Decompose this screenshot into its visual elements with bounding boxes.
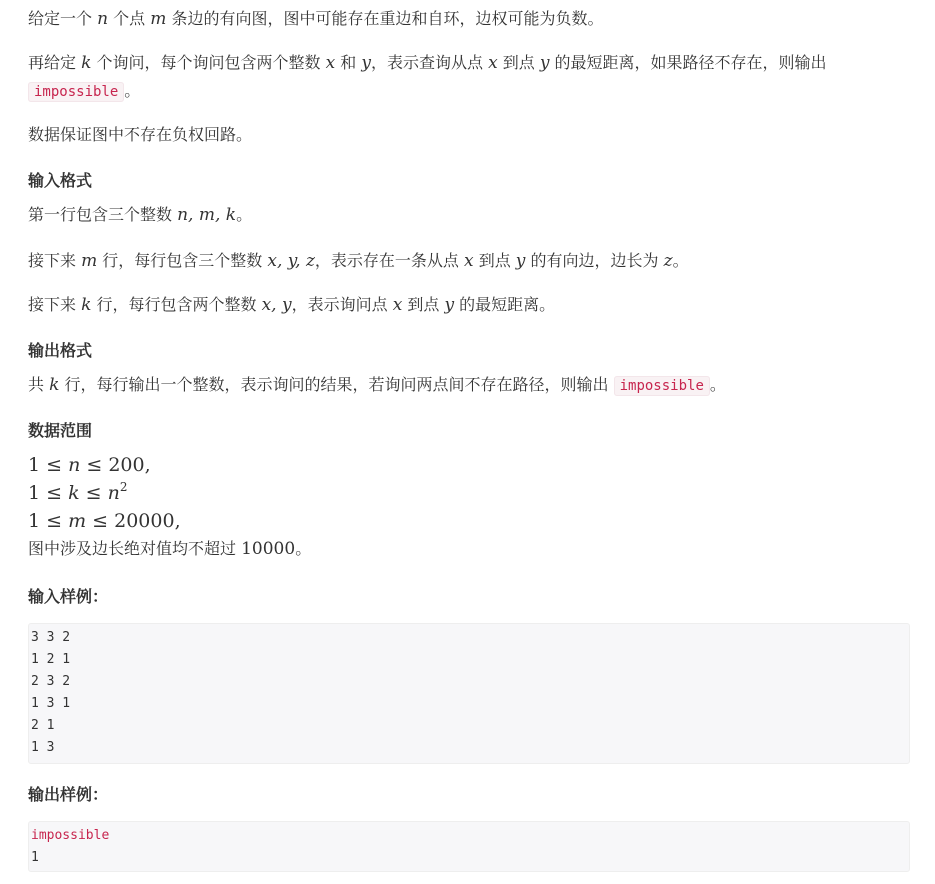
math-m: m [81,251,98,271]
math-nmk: n, m, k [177,205,237,225]
text-segment: ，表示查询从点 [370,53,489,72]
code-line: 2 3 2 [31,674,71,689]
input-line-1 [28,201,252,229]
math-n: n [107,482,120,504]
text-segment: 行，每行输出一个整数，表示询问的结果，若询问两点间不存在路径，则输出 [59,375,614,394]
text-segment: 。 [295,539,312,558]
text-segment: 再给定 [28,53,82,72]
text-segment: 接下来 [28,295,82,314]
sample-input-block [28,623,910,764]
math-n: n [97,9,109,29]
exponent: 2 [119,480,128,494]
input-line-2 [28,247,689,275]
text-segment: 和 [335,53,362,72]
math-y: y [444,295,455,315]
constraint-edge-length [28,535,311,563]
text-segment: 1 ≤ [28,510,69,532]
text-segment: ，表示询问点 [291,295,393,314]
math-x: x [392,295,403,315]
math-k: k [49,375,60,395]
math-k: k [68,482,80,504]
text-segment: ≤ 200, [80,454,151,476]
text-segment: 。 [672,251,689,270]
text-segment: 行，每行包含两个整数 [91,295,262,314]
code-line: 1 3 1 [31,696,71,711]
sample-input-heading: 输入样例： [28,587,109,606]
inline-code-impossible: impossible [614,376,710,396]
text-segment: ≤ [79,482,108,504]
constraint-k [28,479,311,507]
code-line: 1 [31,850,39,865]
math-z: z [663,251,673,271]
text-segment: 1 ≤ [28,482,69,504]
math-x: x [325,53,336,73]
code-line: 1 3 [31,740,55,755]
math-y: y [539,53,550,73]
input-line-3 [28,291,555,319]
data-range-heading: 数据范围 [28,421,93,440]
text-segment: ，表示存在一条从点 [314,251,465,270]
math-10000: 10000 [241,539,296,559]
constraint-m [28,507,311,535]
math-y: y [515,251,526,271]
output-line-1 [28,371,726,400]
code-line: 1 2 1 [31,652,71,667]
text-segment: 到点 [473,251,516,270]
math-k: k [81,53,92,73]
text-segment: 。 [236,205,253,224]
math-m: m [150,9,167,29]
text-segment: 个点 [108,9,151,28]
text-segment: 个询问，每个询问包含两个整数 [91,53,326,72]
text-segment: 条边的有向图，图中可能存在重边和自环，边权可能为负数。 [166,9,604,28]
math-xy: x, y [261,295,292,315]
text-segment: 第一行包含三个整数 [28,205,178,224]
math-k: k [81,295,92,315]
code-line: impossible [31,828,110,843]
output-format-heading: 输出格式 [28,341,93,360]
text-segment: ≤ 20000, [86,510,181,532]
math-n: n [68,454,81,476]
problem-description-graph [28,5,603,33]
math-y: y [361,53,371,73]
text-segment: 行，每行包含三个整数 [97,251,268,270]
text-segment: 。 [124,81,141,100]
text-segment: 给定一个 [28,9,98,28]
code-line: 3 3 2 [31,630,71,645]
data-range-constraints [28,451,311,563]
math-x: x [464,251,474,271]
inline-code-impossible: impossible [28,82,124,102]
constraint-n [28,451,311,479]
text-segment: 到点 [497,53,540,72]
problem-guarantee: 数据保证图中不存在负权回路。 [28,125,253,144]
code-line: 2 1 [31,718,55,733]
sample-output-heading: 输出样例： [28,785,109,804]
text-segment: 到点 [402,295,445,314]
problem-description-queries [28,49,912,106]
text-segment: 的最短距离，如果路径不存在，则输出 [549,53,827,72]
math-xyz: x, y, z [267,251,315,271]
text-segment: 的最短距离。 [454,295,556,314]
text-segment: 共 [28,375,50,394]
text-segment: 的有向边，边长为 [525,251,664,270]
text-segment: 。 [709,375,726,394]
text-segment: 1 ≤ [28,454,69,476]
math-x: x [488,53,498,73]
text-segment: 图中涉及边长绝对值均不超过 [28,539,242,558]
sample-output-block [28,821,910,872]
math-m: m [68,510,87,532]
text-segment: 接下来 [28,251,82,270]
input-format-heading: 输入格式 [28,171,93,190]
